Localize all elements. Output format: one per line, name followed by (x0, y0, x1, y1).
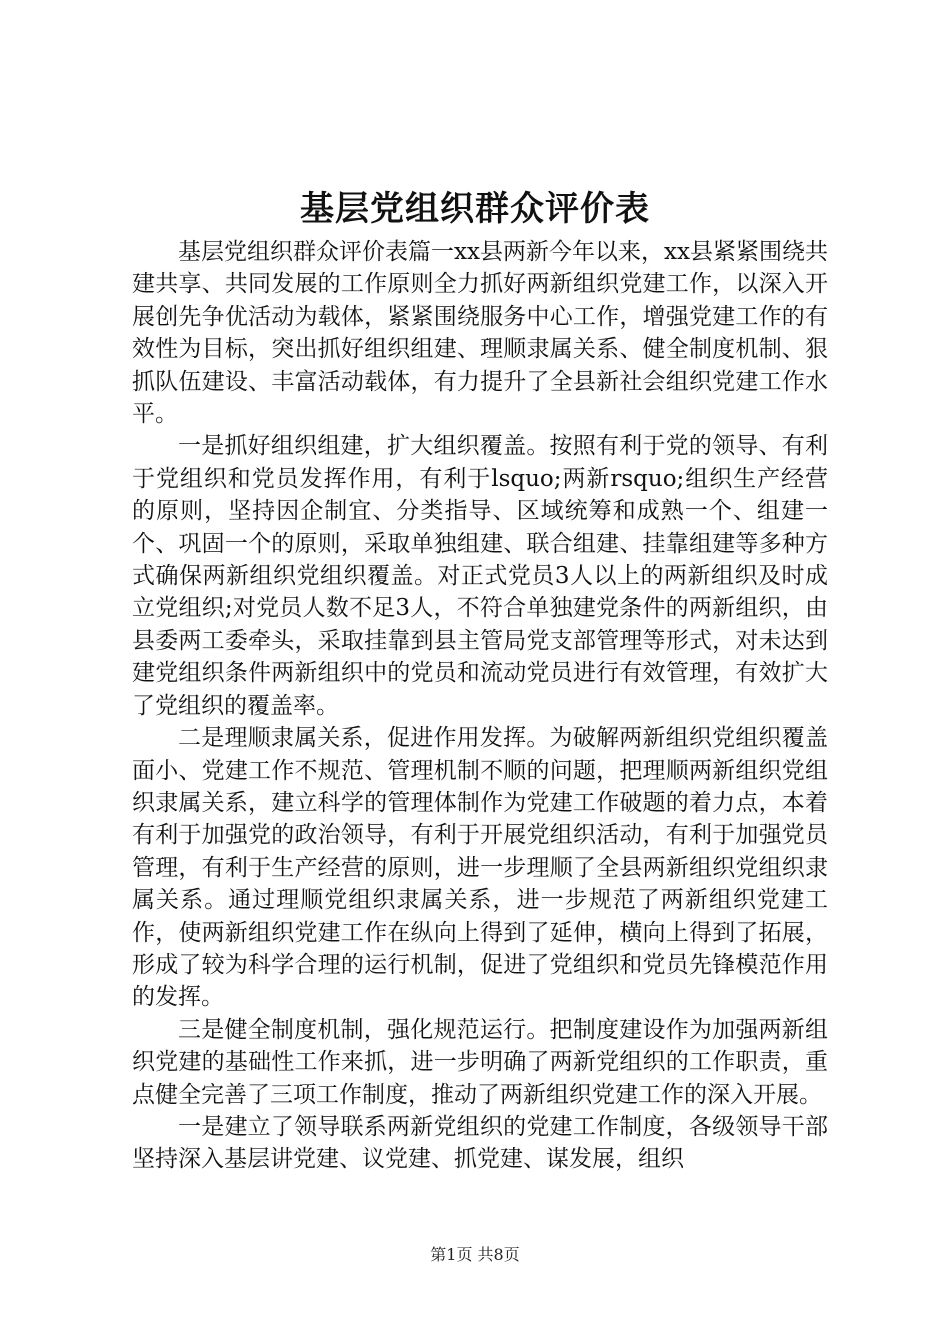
paragraph-3: 二是理顺隶属关系，促进作用发挥。为破解两新组织党组织覆盖面小、党建工作不规范、管理机制不顺的问题，把理顺两新组织党组织隶属关系，建立科学的管理体制作为党建工作破题的着力点，本着有利于加强党的政治领导，有利于开展党组织活动，有利于加强党员管理，有利于生产经营的原则，进一步理顺了全县两新组织党组织隶属关系。通过理顺党组织隶属关系，进一步规范了两新组织党建工作，使两新组织党建工作在纵向上得到了延伸，横向上得到了拓展，形成了较为科学合理的运行机制，促进了党组织和党员先锋模范作用的发挥。 (132, 725, 828, 1011)
document-body (132, 236, 828, 1176)
paragraph-4: 三是健全制度机制，强化规范运行。把制度建设作为加强两新组织党建的基础性工作来抓，进一步明确了两新党组织的工作职责，重点健全完善了三项工作制度，推动了两新组织党建工作的深入开展。 (132, 1016, 828, 1108)
page-title: 基层党组织群众评价表 (300, 189, 650, 229)
page-number-footer: 第1页 共8页 (430, 1245, 520, 1264)
paragraph-5: 一是建立了领导联系两新党组织的党建工作制度，各级领导干部坚持深入基层讲党建、议党建、抓党建、谋发展，组织 (132, 1113, 828, 1173)
paragraph-2: 一是抓好组织组建，扩大组织覆盖。按照有利于党的领导、有利于党组织和党员发挥作用，有利于lsquo;两新rsquo;组织生产经营的原则，坚持因企制宜、分类指导、区域统筹和成熟一个、组建一个、巩固一个的原则，采取单独组建、联合组建、挂靠组建等多种方式确保两新组织党组织覆盖。对正式党员3人以上的两新组织及时成立党组织;对党员人数不足3人，不符合单独建党条件的两新组织，由县委两工委牵头，采取挂靠到县主管局党支部管理等形式，对未达到建党组织条件两新组织中的党员和流动党员进行有效管理，有效扩大了党组织的覆盖率。 (132, 433, 828, 719)
paragraph-1: 基层党组织群众评价表篇一xx县两新今年以来，xx县紧紧围绕共建共享、共同发展的工作原则全力抓好两新组织党建工作，以深入开展创先争优活动为载体，紧紧围绕服务中心工作，增强党建工作的有效性为目标，突出抓好组织组建、理顺隶属关系、健全制度机制、狠抓队伍建设、丰富活动载体，有力提升了全县新社会组织党建工作水平。 (132, 239, 828, 428)
